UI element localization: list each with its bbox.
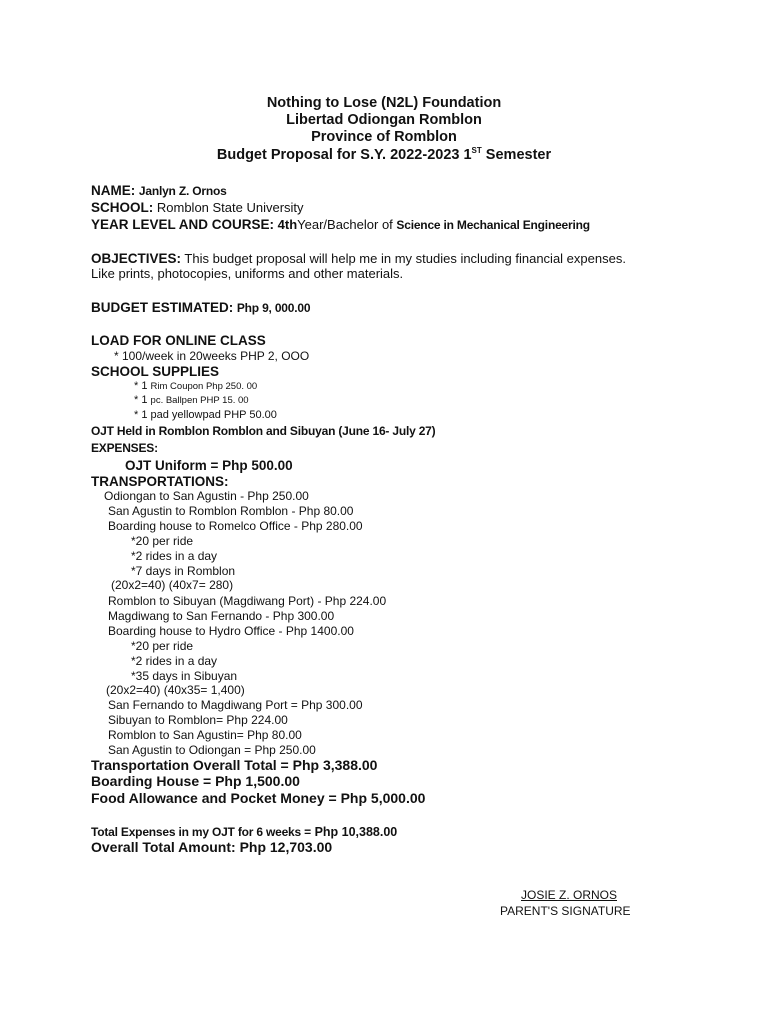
title-sup: ST bbox=[471, 146, 482, 156]
supplies-heading: SCHOOL SUPPLIES bbox=[91, 364, 220, 379]
year-value: 4th bbox=[277, 217, 298, 232]
school-value: Romblon State University bbox=[156, 200, 304, 215]
document-title bbox=[0, 147, 768, 163]
transport-note: *35 days in Sibuyan bbox=[131, 669, 238, 683]
name-label: NAME: bbox=[91, 183, 136, 198]
school-row bbox=[91, 200, 304, 215]
year-course-row bbox=[91, 217, 590, 233]
name-value: Janlyn Z. Ornos bbox=[138, 184, 227, 198]
supply-item-1 bbox=[134, 379, 257, 394]
foundation-address: Libertad Odiongan Romblon bbox=[286, 112, 482, 128]
transport-line: San Fernando to Magdiwang Port = Php 300.00 bbox=[108, 698, 363, 712]
supply-item-2 bbox=[134, 393, 249, 408]
transport-line: Sibuyan to Romblon= Php 224.00 bbox=[108, 713, 288, 727]
parent-signature-label: PARENT'S SIGNATURE bbox=[500, 904, 631, 918]
province: Province of Romblon bbox=[311, 129, 457, 145]
budget-row bbox=[91, 300, 310, 316]
supply-item-1-qty: * 1 bbox=[134, 380, 148, 392]
boarding-total: Boarding House = Php 1,500.00 bbox=[91, 773, 300, 789]
transport-note: *20 per ride bbox=[131, 639, 194, 653]
food-total: Food Allowance and Pocket Money = Php 5,000.00 bbox=[91, 790, 426, 806]
transport-line: San Agustin to Odiongan = Php 250.00 bbox=[108, 743, 316, 757]
objectives-row bbox=[91, 251, 626, 266]
transport-note: *2 rides in a day bbox=[131, 654, 218, 668]
parent-name: JOSIE Z. ORNOS bbox=[521, 888, 618, 902]
transport-line: San Agustin to Romblon Romblon - Php 80.00 bbox=[108, 504, 354, 518]
title-post: Semester bbox=[481, 147, 552, 163]
transportations-label: TRANSPORTATIONS: bbox=[91, 474, 229, 489]
supply-item-3: * 1 pad yellowpad PHP 50.00 bbox=[134, 409, 277, 421]
ojt-uniform: OJT Uniform = Php 500.00 bbox=[125, 458, 293, 473]
transport-line: Boarding house to Romelco Office - Php 280.00 bbox=[108, 519, 363, 533]
budget-value: Php 9, 000.00 bbox=[236, 301, 311, 315]
course-value: Science in Mechanical Engineering bbox=[396, 218, 590, 232]
transport-line: Boarding house to Hydro Office - Php 1400.00 bbox=[108, 624, 354, 638]
transport-line: Romblon to San Agustin= Php 80.00 bbox=[108, 728, 302, 742]
title-main: Budget Proposal for S.Y. 2022-2023 1 bbox=[216, 147, 472, 163]
supply-item-2-qty: * 1 bbox=[134, 394, 148, 406]
ojt-total-row bbox=[91, 824, 397, 840]
transport-line: Magdiwang to San Fernando - Php 300.00 bbox=[108, 609, 335, 623]
transport-note: *7 days in Romblon bbox=[131, 564, 236, 578]
transport-note: *20 per ride bbox=[131, 534, 194, 548]
expenses-label: EXPENSES: bbox=[91, 441, 158, 455]
transport-calc: (20x2=40) (40x7= 280) bbox=[111, 578, 234, 592]
objectives-text-1: This budget proposal will help me in my studies including financial expenses. bbox=[184, 251, 626, 266]
name-row bbox=[91, 183, 227, 199]
foundation-name: Nothing to Lose (N2L) Foundation bbox=[266, 95, 502, 111]
transport-note: *2 rides in a day bbox=[131, 549, 218, 563]
ojt-total-value: Php 10,388.00 bbox=[314, 825, 398, 839]
objectives-text-2: Like prints, photocopies, uniforms and other materials. bbox=[91, 266, 404, 281]
budget-label: BUDGET ESTIMATED: bbox=[91, 300, 234, 315]
transport-line: Odiongan to San Agustin - Php 250.00 bbox=[104, 489, 309, 503]
load-heading: LOAD FOR ONLINE CLASS bbox=[91, 333, 266, 348]
transport-calc: (20x2=40) (40x35= 1,400) bbox=[106, 683, 245, 697]
year-label: YEAR LEVEL AND COURSE: bbox=[91, 217, 275, 232]
objectives-label: OBJECTIVES: bbox=[91, 251, 182, 266]
supply-item-2-desc: pc. Ballpen PHP 15. 00 bbox=[150, 395, 249, 406]
transport-line: Romblon to Sibuyan (Magdiwang Port) - Php 224.00 bbox=[108, 594, 387, 608]
transport-total: Transportation Overall Total = Php 3,388.00 bbox=[91, 757, 378, 773]
load-item: * 100/week in 20weeks PHP 2, OOO bbox=[114, 349, 310, 363]
ojt-total-label: Total Expenses in my OJT for 6 weeks = bbox=[91, 825, 311, 839]
ojt-heading: OJT Held in Romblon Romblon and Sibuyan (June 16- July 27) bbox=[91, 424, 436, 438]
supply-item-1-desc: Rim Coupon Php 250. 00 bbox=[150, 381, 258, 392]
year-mid: Year/Bachelor of bbox=[297, 217, 393, 232]
school-label: SCHOOL: bbox=[91, 200, 154, 215]
overall-total: Overall Total Amount: Php 12,703.00 bbox=[91, 839, 333, 855]
